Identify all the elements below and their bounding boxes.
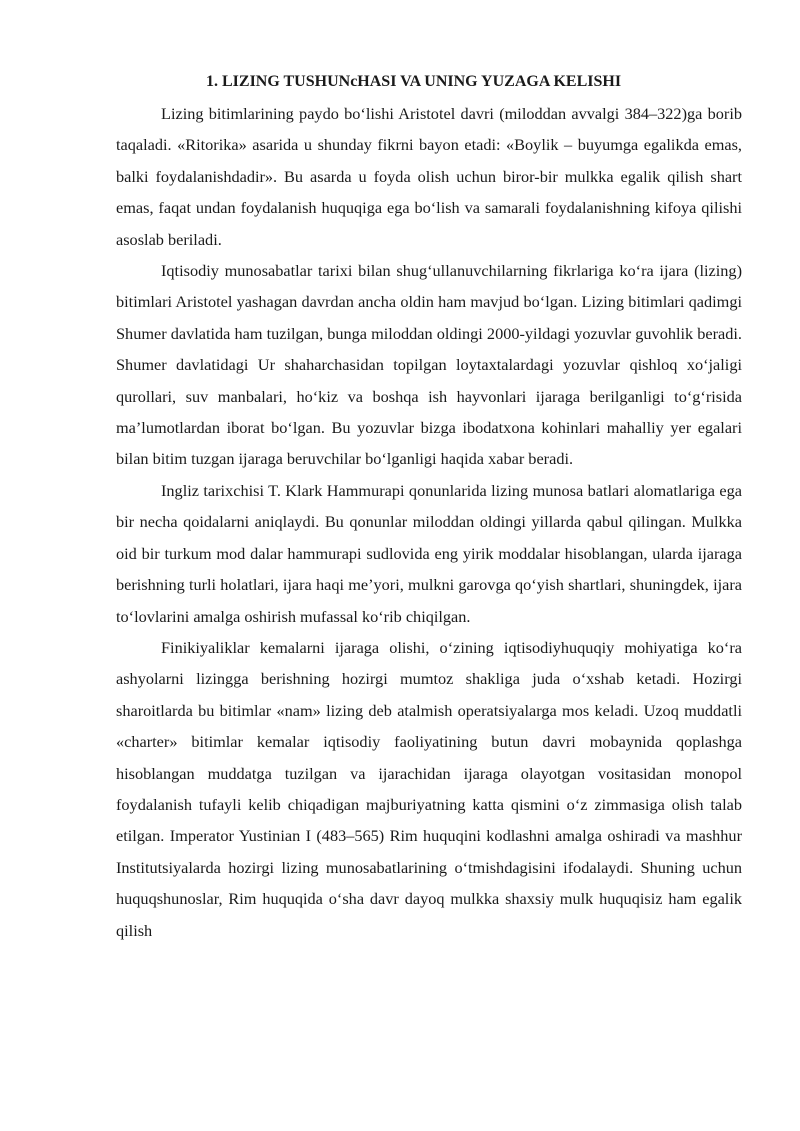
document-page — [116, 72, 742, 946]
paragraph-hammurabi: Ingliz tarixchisi T. Klark Hammurapi qonunlarida lizing munosa batlari alomatlariga ega bir necha qoidalarni aniqlaydi. Bu qonunlar miloddan oldingi yillarda qabul qilingan. Mulkka oid bir turkum mod dalar hammurapi sudlovida eng yirik moddalar hisoblangan, ularda ijaraga berishning turli holatlari, ijara haqi me’yori, mulkni garovga qo‘yish shartlari, shuningdek, ijara to‘lovlarini amalga oshirish mufassal ko‘rib chiqilgan. — [116, 480, 742, 626]
paragraph-phoenicians: Finikiyaliklar kemalarni ijaraga olishi, o‘zining iqtisodiyhuquqiy mohiyatiga ko‘ra ashyolarni lizingga berishning hozirgi mumtoz shakliga juda o‘xshab ketadi. Hozirgi sharoitlarda bu bitimlar «nam» lizing deb atalmish operatsiyalarga mos keladi. Uzoq muddatli «charter» bitimlar kemalar iqtisodiy faoliyatining butun davri mobaynida qoplashga hisoblangan muddatga tuzilgan va ijarachidan ijaraga olayotgan vositasidan monopol foydalanish tufayli kelib chiqadigan majburiyatning katta qismini o‘z zimmasiga olish talab etilgan. Imperator Yustinian I (483–565) Rim huquqini kodlashni amalga oshiradi va mashhur Institutsiyalarda hozirgi lizing munosabatlarining o‘tmishdagisini ifodalaydi. Shuning uchun huquqshunoslar, Rim huquqida o‘sha davr dayoq mulkka shaxsiy mulk huquqisiz ham egalik qilish — [116, 637, 742, 940]
section-heading: 1. LIZING TUSHUNcHASI VA UNING YUZAGA KELISHI — [206, 73, 622, 90]
paragraph-sumer: Iqtisodiy munosabatlar tarixi bilan shug‘ullanuvchilarning fikrlariga ko‘ra ijara (lizing) bitimlari Aristotel yashagan davrdan ancha oldin ham mavjud bo‘lgan. Lizing bitimlari qadimgi Shumer davlatida ham tuzilgan, bunga miloddan oldingi 2000-yildagi yozuvlar guvohlik beradi. Shumer davlatidagi Ur shaharchasidan topilgan loytaxtalardagi yozuvlar qishloq xo‘jaligi qurollari, suv manbalari, ho‘kiz va boshqa ish hayvonlari ijaraga berilganligi to‘g‘risida ma’lumotlardan iborat bo‘lgan. Bu yozuvlar bizga ibodatxona kohinlari mahalliy yer egalari bilan bitim tuzgan ijaraga beruvchilar bo‘lganligi haqida xabar beradi. — [116, 261, 742, 469]
paragraph-aristotle: Lizing bitimlarining paydo bo‘lishi Aristotel davri (miloddan avvalgi 384–322)ga borib taqaladi. «Ritorika» asarida u shunday fikrni bayon etadi: «Boylik – buyumga egalikda emas, balki foydalanishdadir». Bu asarda u foyda olish uchun biror-bir mulkka egalik qilish shart emas, faqat undan foydalanish huquqiga ega bo‘lish va samarali foydalanishning kifoya qilishi asoslab beriladi. — [116, 104, 742, 249]
